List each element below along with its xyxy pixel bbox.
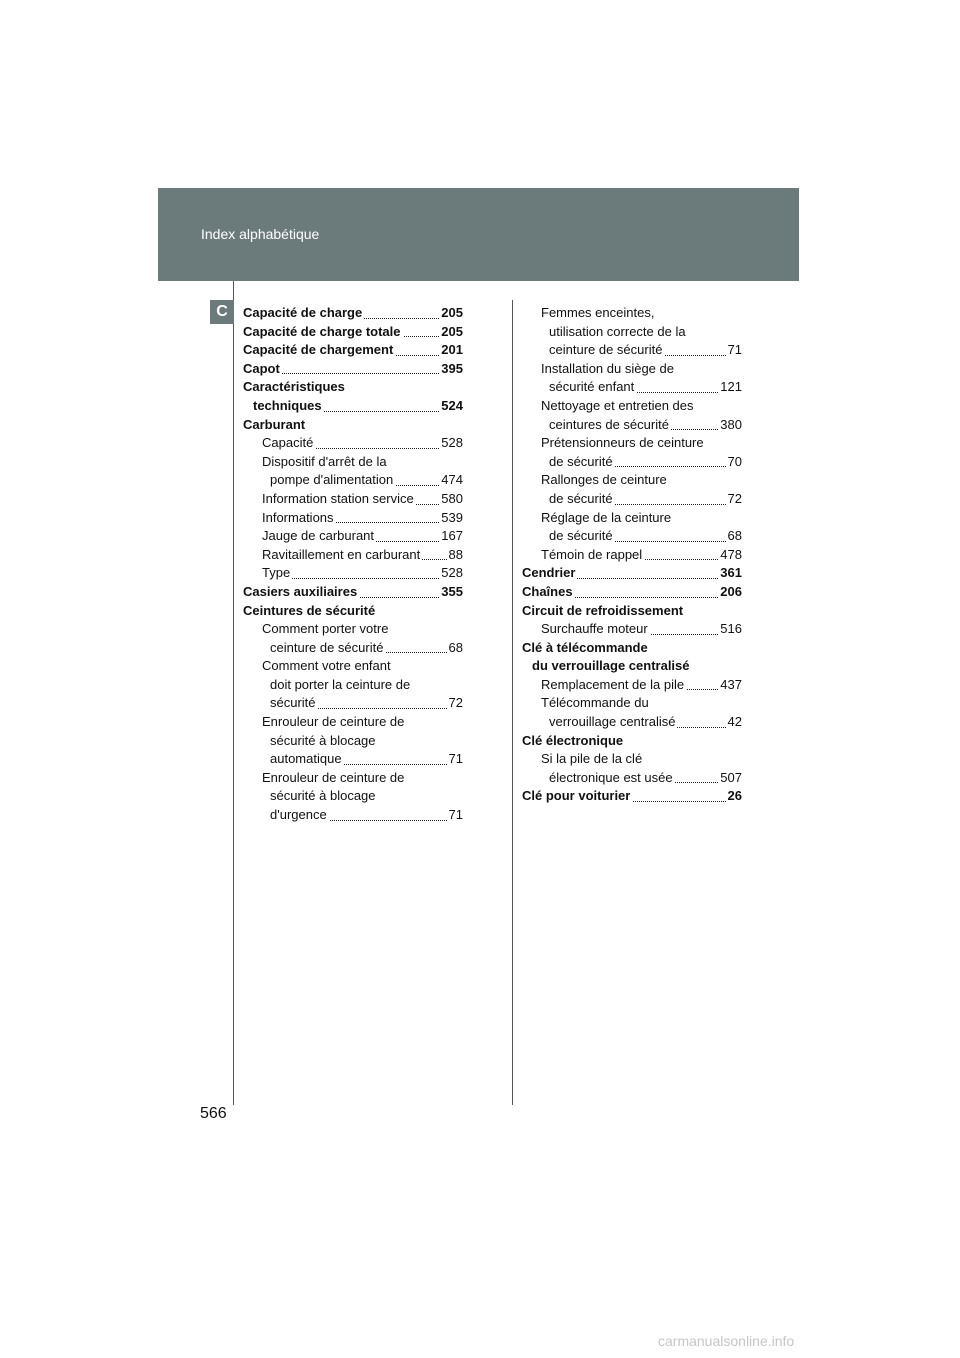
leader-dots: [262, 578, 463, 579]
index-entry: [243, 509, 463, 528]
index-entry-label: Informations: [262, 509, 334, 525]
index-entry: [522, 527, 742, 546]
index-entry-label: Enrouleur de ceinture de: [262, 714, 405, 730]
index-entry-label: Installation du siège de: [541, 360, 674, 376]
index-entry-page: 474: [439, 471, 463, 490]
index-entry-page: 167: [439, 527, 463, 546]
index-entry-page: 355: [439, 583, 463, 602]
index-column-left: [243, 304, 463, 825]
index-entry-label: ceintures de sécurité: [549, 416, 669, 432]
index-entry-page: 42: [726, 713, 742, 732]
index-entry-label: Nettoyage et entretien des: [541, 397, 694, 413]
index-entry-label: Capacité de charge: [243, 305, 363, 320]
index-entry-label: Rallonges de ceinture: [541, 472, 667, 488]
index-entry-page: 507: [718, 769, 742, 788]
index-entry: [243, 546, 463, 565]
index-entry-label: Ravitaillement en carburant: [262, 546, 421, 562]
index-entry-page: 516: [718, 620, 742, 639]
index-entry: [522, 694, 742, 713]
index-entry: [522, 546, 742, 565]
index-entry-label: du verrouillage centralisé: [532, 658, 690, 674]
index-entry-page: 361: [718, 564, 742, 583]
index-entry-page: 395: [439, 360, 463, 379]
index-entry-page: 201: [439, 341, 463, 360]
index-entry-label: électronique est usée: [549, 769, 673, 785]
index-entry: [243, 639, 463, 658]
index-entry: [243, 471, 463, 490]
index-entry-label: de sécurité: [549, 528, 613, 544]
index-entry-label: d'urgence: [270, 807, 327, 823]
index-entry-label: sécurité à blocage: [270, 732, 376, 748]
index-entry: [243, 323, 463, 342]
index-entry: [522, 769, 742, 788]
index-entry: [243, 490, 463, 509]
index-entry-page: 26: [726, 787, 742, 806]
index-entry-page: 205: [439, 323, 463, 342]
index-entry: [243, 787, 463, 806]
index-entry: [243, 602, 463, 621]
index-entry: [243, 416, 463, 435]
index-entry-label: Surchauffe moteur: [541, 621, 648, 637]
index-entry-label: sécurité enfant: [549, 379, 635, 395]
page-number: 566: [200, 1105, 227, 1122]
index-entry-page: 528: [439, 434, 463, 453]
header-bar: [158, 188, 799, 281]
index-entry: [522, 453, 742, 472]
index-entry-label: Carburant: [243, 416, 306, 432]
index-entry-page: 380: [718, 416, 742, 435]
index-entry-label: de sécurité: [549, 453, 613, 469]
index-entry: [522, 732, 742, 751]
index-entry-label: automatique: [270, 751, 342, 767]
index-entry: [243, 564, 463, 583]
index-entry-label: Circuit de refroidissement: [522, 602, 684, 618]
index-entry: [243, 397, 463, 416]
index-entry-label: sécurité: [270, 695, 316, 711]
index-entry-label: Capot: [243, 360, 280, 376]
index-entry: [243, 750, 463, 769]
index-entry-label: Ceintures de sécurité: [243, 602, 376, 618]
index-entry-label: Jauge de carburant: [262, 528, 375, 544]
index-entry: [243, 732, 463, 751]
index-entry-page: 88: [447, 546, 463, 565]
index-entry-label: Information station service: [262, 490, 414, 506]
section-letter-tab: C: [210, 300, 234, 324]
index-entry-label: Réglage de la ceinture: [541, 509, 672, 525]
index-entry: [243, 341, 463, 360]
index-entry-label: Clé électronique: [522, 732, 624, 748]
index-entry-page: 478: [718, 546, 742, 565]
index-entry: [522, 787, 742, 806]
index-entry: [522, 583, 742, 602]
index-entry-page: 524: [439, 397, 463, 416]
index-entry-label: Femmes enceintes,: [541, 305, 655, 320]
index-entry: [243, 694, 463, 713]
index-entry-label: Enrouleur de ceinture de: [262, 769, 405, 785]
index-entry: [522, 750, 742, 769]
index-entry-label: Clé à télécommande: [522, 639, 648, 655]
index-entry-label: Capacité de charge totale: [243, 323, 401, 339]
index-column-right: [522, 304, 742, 806]
index-entry-label: doit porter la ceinture de: [270, 676, 411, 692]
index-entry-page: 206: [718, 583, 742, 602]
index-entry-page: 580: [439, 490, 463, 509]
index-entry-page: 528: [439, 564, 463, 583]
index-entry-page: 539: [439, 509, 463, 528]
index-entry: [522, 471, 742, 490]
index-entry: [522, 620, 742, 639]
watermark: carmanualsonline.info: [658, 1333, 795, 1349]
index-entry-label: Dispositif d'arrêt de la: [262, 453, 387, 469]
index-entry-label: ceinture de sécurité: [549, 342, 663, 358]
index-entry: [243, 806, 463, 825]
column-divider-line: [512, 300, 513, 1105]
index-entry: [243, 527, 463, 546]
index-entry-page: 71: [447, 750, 463, 769]
index-entry: [243, 378, 463, 397]
index-entry-label: Capacité de chargement: [243, 342, 394, 358]
index-entry: [243, 304, 463, 323]
index-entry-label: Prétensionneurs de ceinture: [541, 435, 704, 451]
index-entry: [522, 639, 742, 658]
index-entry: [522, 657, 742, 676]
index-entry-label: Caractéristiques: [243, 379, 345, 395]
index-entry-label: Comment porter votre: [262, 621, 389, 637]
index-entry: [522, 397, 742, 416]
index-entry-label: pompe d'alimentation: [270, 472, 394, 488]
index-entry: [522, 490, 742, 509]
index-entry: [522, 304, 742, 323]
index-entry: [522, 323, 742, 342]
index-entry-page: 70: [726, 453, 742, 472]
index-entry-page: 72: [447, 694, 463, 713]
index-entry-label: Capacité: [262, 435, 314, 451]
index-entry-page: 437: [718, 676, 742, 695]
index-entry: [522, 341, 742, 360]
index-entry-page: 71: [726, 341, 742, 360]
index-entry-label: Chaînes: [522, 583, 573, 599]
index-entry-page: 71: [447, 806, 463, 825]
index-entry: [522, 676, 742, 695]
index-entry: [522, 564, 742, 583]
index-entry-label: Cendrier: [522, 565, 576, 581]
index-entry: [243, 453, 463, 472]
index-entry-page: 121: [718, 378, 742, 397]
index-entry: [522, 378, 742, 397]
index-entry-label: Témoin de rappel: [541, 546, 643, 562]
index-entry-label: utilisation correcte de la: [549, 323, 686, 339]
left-margin-line: [233, 281, 234, 1105]
index-entry-page: 72: [726, 490, 742, 509]
index-entry-label: Télécommande du: [541, 695, 649, 711]
index-entry: [522, 434, 742, 453]
index-entry: [243, 769, 463, 788]
index-entry: [243, 657, 463, 676]
index-entry: [243, 583, 463, 602]
index-entry-label: sécurité à blocage: [270, 788, 376, 804]
index-entry: [243, 713, 463, 732]
index-entry: [243, 434, 463, 453]
index-entry: [522, 713, 742, 732]
index-entry-label: ceinture de sécurité: [270, 639, 384, 655]
index-entry-label: Type: [262, 565, 291, 581]
index-entry: [522, 360, 742, 379]
index-entry-page: 68: [447, 639, 463, 658]
index-entry-page: 205: [439, 304, 463, 323]
index-entry-label: Comment votre enfant: [262, 658, 391, 674]
index-entry-label: Casiers auxiliaires: [243, 583, 358, 599]
index-entry-label: Remplacement de la pile: [541, 676, 685, 692]
index-entry-label: Clé pour voiturier: [522, 788, 631, 804]
index-entry: [243, 620, 463, 639]
index-entry: [522, 416, 742, 435]
index-entry-page: 68: [726, 527, 742, 546]
index-entry-label: de sécurité: [549, 490, 613, 506]
index-entry: [243, 360, 463, 379]
index-entry-label: verrouillage centralisé: [549, 714, 676, 730]
index-entry-label: Si la pile de la clé: [541, 751, 643, 767]
header-title: Index alphabétique: [201, 226, 320, 242]
index-entry: [522, 602, 742, 621]
index-entry: [522, 509, 742, 528]
index-entry: [243, 676, 463, 695]
index-entry-label: techniques: [253, 397, 322, 413]
